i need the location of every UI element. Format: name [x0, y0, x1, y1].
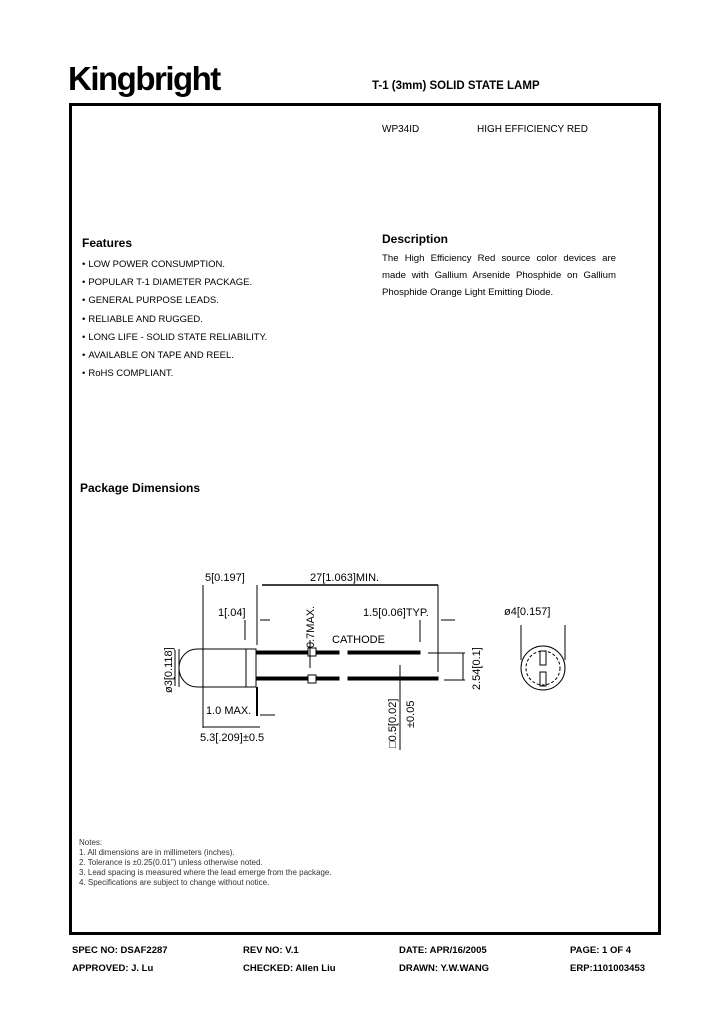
dim-typ: 1.5[0.06]TYP.: [363, 607, 429, 619]
note-item: 1. All dimensions are in millimeters (inches).: [79, 848, 235, 857]
dim-max-10: 1.0 MAX.: [206, 705, 252, 717]
feature-item: • POPULAR T-1 DIAMETER PACKAGE.: [82, 274, 267, 292]
feature-item: • AVAILABLE ON TAPE AND REEL.: [82, 347, 267, 365]
notes: [79, 838, 332, 888]
document-title: T-1 (3mm) SOLID STATE LAMP: [372, 80, 540, 92]
checked: CHECKED: Allen Liu: [243, 963, 336, 974]
dim-spacing: 2.54[0.1]: [471, 647, 483, 690]
emitting-color: HIGH EFFICIENCY RED: [477, 124, 588, 135]
notes-heading: Notes:: [79, 838, 103, 847]
dim-lead-tol: ±0.05: [405, 700, 417, 728]
dim-dia3: ø3[0.118]: [163, 647, 175, 693]
cathode-label: CATHODE: [332, 634, 385, 646]
kingbright-logo: Kingbright: [68, 60, 220, 97]
dim-lead-square: □0.5[0.02]: [387, 698, 399, 748]
note-item: 3. Lead spacing is measured where the lead emerge from the package.: [79, 868, 332, 877]
feature-item: • RELIABLE AND RUGGED.: [82, 311, 267, 329]
package-dimensions-heading: Package Dimensions: [80, 481, 201, 495]
spec-no: SPEC NO: DSAF2287: [72, 945, 168, 956]
dim-lead-length: 27[1.063]MIN.: [310, 572, 380, 584]
features-heading: Features: [82, 236, 133, 250]
dim-max-07: 0.7MAX.: [305, 605, 317, 648]
rev-no: REV NO: V.1: [243, 945, 299, 956]
dim-body-length: 5[0.197]: [205, 572, 245, 584]
dim-flange: 1[.04]: [218, 607, 246, 619]
erp: ERP:1101003453: [570, 963, 646, 974]
description-text: The High Efficiency Red source color devices are made with Gallium Arsenide Phosphide on Gallium Phosphide Orange Light Emitting Diode.: [382, 253, 616, 298]
dim-dia4: ø4[0.157]: [504, 606, 551, 618]
feature-item: • LONG LIFE - SOLID STATE RELIABILITY.: [82, 329, 267, 347]
feature-item: • GENERAL PURPOSE LEADS.: [82, 292, 267, 310]
note-item: 4. Specifications are subject to change without notice.: [79, 878, 270, 887]
dim-overall: 5.3[.209]±0.5: [200, 732, 265, 744]
feature-item: • RoHS COMPLIANT.: [82, 365, 267, 383]
part-number: WP34ID: [382, 124, 420, 135]
feature-item: • LOW POWER CONSUMPTION.: [82, 256, 267, 274]
note-item: 2. Tolerance is ±0.25(0.01") unless otherwise noted.: [79, 858, 263, 867]
approved: APPROVED: J. Lu: [72, 963, 154, 974]
description-heading: Description: [382, 232, 449, 246]
date: DATE: APR/16/2005: [399, 945, 487, 956]
drawn: DRAWN: Y.W.WANG: [399, 963, 490, 974]
page-number: PAGE: 1 OF 4: [570, 945, 632, 956]
